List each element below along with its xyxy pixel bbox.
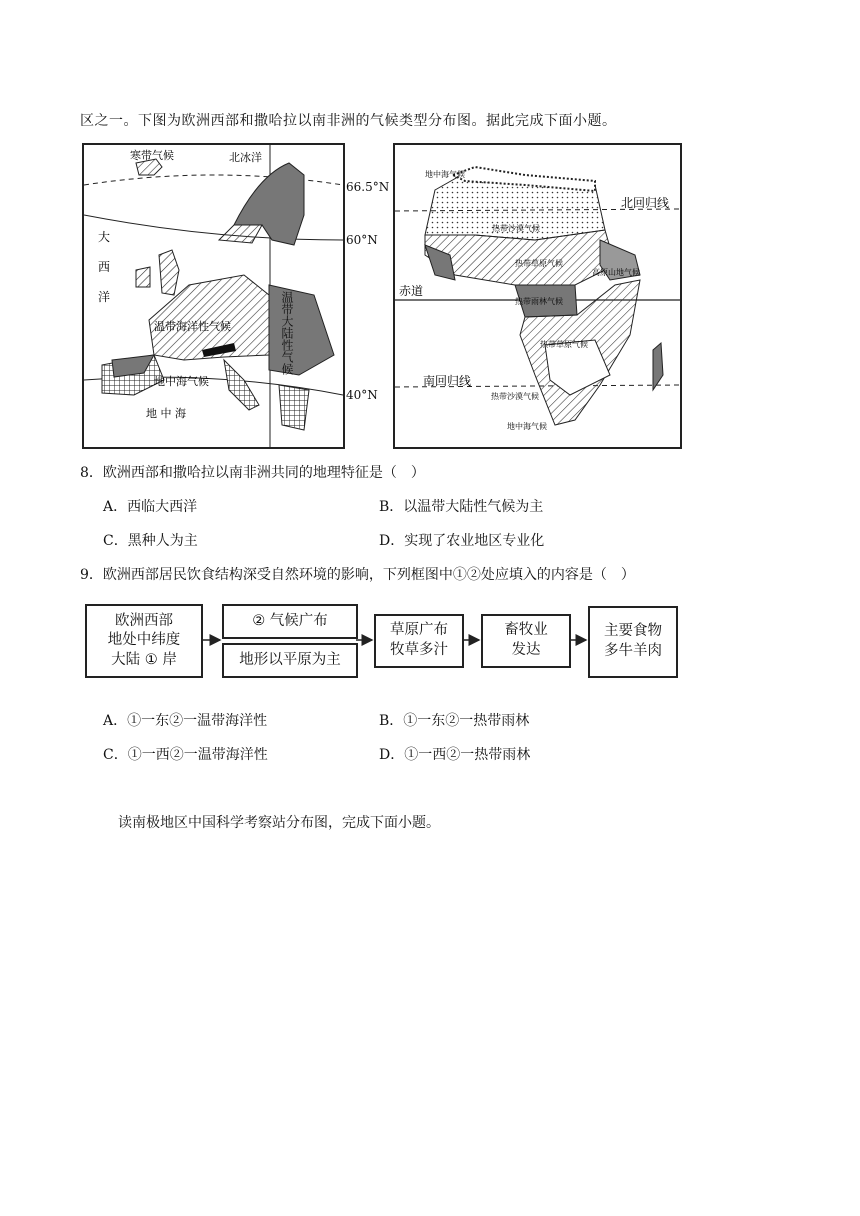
q9-option-b[interactable]: B．①一东②一热带雨林: [379, 713, 530, 729]
lat-60: 60°N: [346, 233, 378, 247]
flow-box5-line2: 多牛羊肉: [604, 643, 662, 659]
af-desert-n: 热带沙漠气候: [492, 224, 540, 233]
flow-box-2b: 地形以平原为主: [222, 643, 358, 678]
flow-box1-line2: 地处中纬度: [107, 632, 181, 649]
af-equator: 赤道: [399, 284, 424, 298]
lat-40: 40°N: [346, 388, 378, 402]
intro-text: 区之一。下图为欧洲西部和撒哈拉以南非洲的气候类型分布图。据此完成下面小题。: [80, 113, 617, 129]
q8-option-d[interactable]: D．实现了农业地区专业化: [379, 533, 545, 549]
next-intro-text: 读南极地区中国科学考察站分布图，完成下面小题。: [118, 815, 440, 831]
flow-box4-line1: 畜牧业: [504, 622, 548, 639]
flow-box4-line2: 发达: [511, 642, 541, 658]
label-medclimate: 地中海气候: [154, 375, 209, 388]
flow-box1-line3: 大陆 ① 岸: [111, 651, 177, 668]
af-med-s: 地中海气候: [507, 422, 547, 431]
label-continental: 温带大陆性气候: [280, 291, 294, 375]
q9-stem: 9．欧洲西部居民饮食结构深受自然环境的影响，下列框图中①②处应填入的内容是（ ）: [80, 567, 635, 583]
flow-box-2a: ② 气候广布: [222, 604, 358, 639]
flow-box3-line1: 草原广布: [390, 622, 448, 639]
q8-option-c[interactable]: C．黑种人为主: [103, 533, 198, 549]
af-highland: 高原山地气候: [592, 268, 640, 277]
af-cancer: 北回归线: [621, 196, 670, 210]
q8-option-b[interactable]: B．以温带大陆性气候为主: [379, 499, 544, 515]
label-cold: 寒带气候: [130, 149, 174, 162]
label-arctic: 北冰洋: [229, 151, 262, 164]
q9-option-d[interactable]: D．①一西②一热带雨林: [379, 747, 531, 763]
q9-option-a[interactable]: A．①一东②一温带海洋性: [103, 713, 268, 729]
label-maritime: 温带海洋性气候: [154, 320, 231, 333]
q8-option-a[interactable]: A．西临大西洋: [103, 499, 198, 515]
label-atl1: 大: [98, 230, 111, 244]
af-savanna-n: 热带草原气候: [515, 259, 563, 268]
af-savanna-s: 热带草原气候: [540, 340, 588, 349]
af-med-n: 地中海气候: [425, 170, 465, 179]
af-desert-s: 热带沙漠气候: [491, 392, 539, 401]
q8-stem: 8．欧洲西部和撒哈拉以南非洲共同的地理特征是（ ）: [80, 465, 425, 481]
flow-box1-line1: 欧洲西部: [115, 612, 173, 629]
label-medsea: 地 中 海: [146, 407, 186, 420]
flow-box3-line2: 牧草多汁: [390, 642, 448, 658]
lat-66: 66.5°N: [346, 180, 390, 194]
label-atl2: 西: [98, 260, 111, 274]
flow-box5-line1: 主要食物: [604, 623, 662, 640]
af-rainforest: 热带雨林气候: [515, 297, 563, 306]
q9-option-c[interactable]: C．①一西②一温带海洋性: [103, 747, 268, 763]
label-atl3: 洋: [98, 290, 111, 304]
af-capricorn: 南回归线: [423, 374, 472, 388]
